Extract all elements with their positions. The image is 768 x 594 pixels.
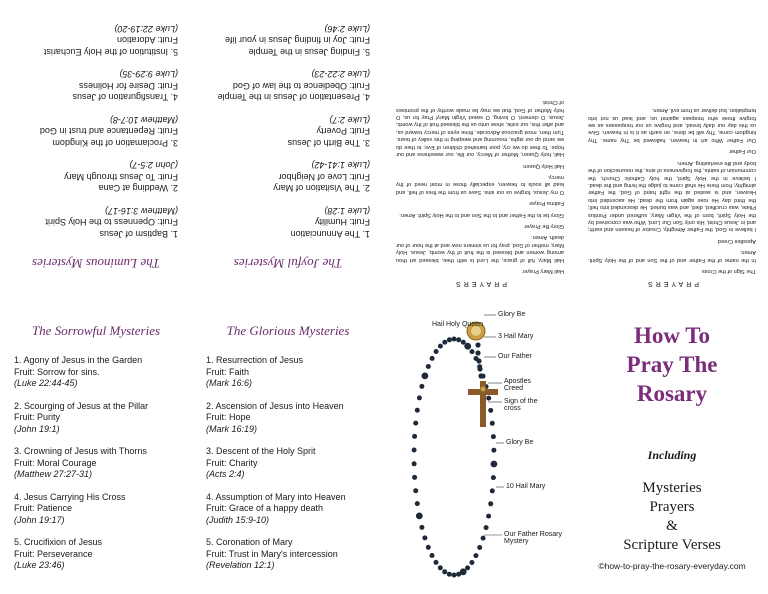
- loop-bead: [422, 535, 427, 540]
- prayer-paragraph: Glory be to the Father and to the Son and to the Holy Spirit. Amen.: [399, 211, 564, 218]
- prayers-panel-2: [384, 0, 576, 297]
- loop-bead: [422, 373, 429, 380]
- topic-line: &: [666, 518, 678, 534]
- mystery-item: [10, 68, 178, 103]
- loop-bead: [438, 565, 443, 570]
- scripture-ref: (Revelation 12:1): [206, 560, 275, 570]
- mystery-fruit: Fruit: Hope: [206, 412, 251, 422]
- label-our-father: Our Father: [498, 353, 532, 360]
- mystery-title: 1. The Annunciation: [290, 229, 370, 239]
- mystery-item: [206, 492, 374, 527]
- joyful-list: [192, 23, 384, 240]
- loop-bead: [491, 461, 498, 468]
- mystery-item: [206, 537, 374, 572]
- loop-bead: [412, 461, 417, 466]
- loop-bead: [456, 572, 461, 577]
- title-line: Rosary: [636, 381, 708, 406]
- prayer-paragraph: Hail Holy Queen: [523, 162, 564, 169]
- loop-bead: [412, 448, 417, 453]
- loop-bead: [426, 364, 431, 369]
- mystery-title: 3. Descent of the Holy Sprit: [206, 446, 316, 456]
- mystery-item: [202, 114, 370, 149]
- mystery-title: 2. Scourging of Jesus at the Pillar: [14, 400, 149, 411]
- cover-title: [576, 321, 768, 408]
- label-10-hail-mary: 10 Hail Mary: [506, 483, 546, 490]
- mystery-item: [206, 446, 374, 481]
- loop-bead: [434, 560, 439, 565]
- prayer-paragraph: Hail, holy Queen, Mother of Mercy, our life, our sweetness and our hope. To thee do we cry, poor banished children of Eve; to thee do we send up our sighs, mourning and weeping in this valley of tears. Turn then, most gracious Advocate, thine eyes of mercy toward us, and after this, our exile, show unto us the blessed fruit of thy womb, Jesus. O clement, O loving, O sweet Virgin Mary! Pray for us, O holy Mother of God, that we may be made worthy of the promises of Christ.: [396, 99, 564, 158]
- mystery-title: 4. Transfiguration of Jesus: [72, 92, 178, 103]
- label-sign-of-cross: Sign of the cross: [504, 398, 538, 412]
- prayer-paragraph: I believe in God, the Father Almighty, Creator of heaven and earth; and in Jesus Christ, His only Son Our Lord, Who was conceived by the Holy Spirit, born of the Virgin Mary, suffered under Pontius Pilate, was crucified, died, and was buried. He descended into hell; the third day He rose again from the dead; He ascended into Heaven, and is seated at the right hand of God, the Father almighty; from there He shall come to judge the living and the dead. I believe in the Holy Spirit, the holy Catholic Church, the communion of saints, the forgiveness of sins, the resurrection of the body and life everlasting. Amen.: [588, 159, 756, 233]
- topic-line: Scripture Verses: [623, 537, 721, 553]
- mystery-item: [10, 23, 178, 58]
- mystery-item: [14, 401, 182, 436]
- mystery-fruit: Fruit: To Jesus through Mary: [64, 172, 178, 182]
- loop-bead: [426, 545, 431, 550]
- mystery-fruit: Fruit: Purity: [14, 412, 61, 422]
- topic-line: Prayers: [649, 499, 695, 515]
- rosary-diagram: [384, 297, 576, 594]
- loop-bead: [419, 384, 424, 389]
- scripture-ref: (Luke 1:28): [324, 206, 370, 216]
- mystery-item: [202, 205, 370, 240]
- loop-bead: [491, 448, 496, 453]
- prayer-paragraph: Apostles Creed: [717, 237, 756, 244]
- loop-bead: [474, 356, 479, 361]
- loop-bead: [416, 513, 423, 520]
- scripture-ref: (Luke 22:44-45): [14, 378, 78, 388]
- luminous-list: [0, 23, 192, 240]
- loop-bead: [413, 488, 418, 493]
- scripture-ref: (John 2:5-7): [129, 160, 178, 171]
- mystery-title: 3. The Birth of Jesus: [287, 138, 370, 148]
- mystery-fruit: Fruit: Sorrow for sins.: [14, 366, 100, 377]
- mystery-fruit: Fruit: Patience: [14, 503, 73, 513]
- loop-bead: [447, 337, 452, 342]
- prayer-paragraph: Our Father: [728, 148, 756, 155]
- mystery-fruit: Fruit: Faith: [206, 366, 250, 377]
- loop-bead: [419, 525, 424, 530]
- mystery-title: 5. Coronation of Mary: [206, 537, 293, 547]
- mystery-item: [202, 68, 370, 103]
- scripture-ref: (Luke 2:7): [329, 115, 370, 125]
- loop-bead: [434, 349, 439, 354]
- loop-bead: [415, 501, 420, 506]
- prayers-panel-1: [576, 0, 768, 297]
- mystery-item: [202, 23, 370, 58]
- scripture-ref: (John 19:17): [14, 514, 65, 525]
- scripture-ref: (Luke 9:29-35): [119, 69, 178, 80]
- mystery-title: 2. Ascension of Jesus into Heaven: [206, 400, 344, 411]
- mystery-fruit: Fruit: Obedience to the law of God: [232, 81, 370, 91]
- label-glory-be: Glory Be: [498, 311, 526, 318]
- mystery-item: [14, 492, 182, 527]
- label-our-father-mystery: Our Father Rosary Mystery: [504, 531, 562, 545]
- mystery-title: 4. Jesus Carrying His Cross: [14, 491, 126, 502]
- loop-bead: [488, 501, 493, 506]
- loop-bead: [473, 553, 478, 558]
- mystery-item: [202, 159, 370, 194]
- crucifix-icon: [468, 381, 498, 427]
- loop-bead: [484, 525, 489, 530]
- scripture-ref: (Matthew 10:7-8): [109, 115, 178, 125]
- cover-topics: [576, 479, 768, 555]
- scripture-ref: (Acts 2:4): [206, 469, 245, 479]
- cover-panel: [576, 297, 768, 594]
- loop-bead: [412, 475, 417, 480]
- prayers-text: [384, 98, 576, 280]
- scripture-ref: (Mark 16:19): [206, 423, 258, 434]
- rosary-beads: [412, 337, 498, 578]
- loop-bead: [430, 356, 435, 361]
- joyful-heading: The Joyful Mysteries: [233, 256, 343, 271]
- loop-bead: [413, 421, 418, 426]
- mystery-title: 4. Presentation of Jesus in the Temple: [217, 92, 370, 103]
- mystery-fruit: Fruit: Grace of a happy death: [206, 503, 324, 513]
- loop-bead: [470, 349, 475, 354]
- loop-bead: [486, 396, 491, 401]
- prayer-paragraph: Our Father Who art in heaven, hallowed be Thy name. Thy kingdom come, Thy will be done, on earth as it is in heaven. Give us this day our daily bread, and forgive us our trespasses as we forgive those who trespass against us; and lead us not into temptation, but deliver us from evil. Amen.: [588, 107, 756, 143]
- loop-bead: [477, 364, 482, 369]
- mystery-item: [14, 355, 182, 390]
- scripture-ref: (Luke 2:46): [324, 24, 370, 34]
- prayers-heading: PRAYERS: [645, 280, 699, 287]
- loop-bead: [452, 573, 457, 578]
- mystery-fruit: Fruit: Desire for Holiness: [78, 81, 178, 91]
- loop-bead: [438, 344, 443, 349]
- pendant-bead: [475, 342, 480, 347]
- mystery-fruit: Fruit: Perseverance: [14, 548, 93, 559]
- mystery-item: [206, 355, 374, 390]
- glorious-panel: [192, 297, 384, 594]
- mystery-item: [14, 446, 182, 481]
- scripture-ref: (Luke 23:46): [14, 560, 65, 570]
- pendant-bead: [475, 350, 480, 355]
- mystery-item: [10, 205, 178, 240]
- loop-bead: [481, 374, 486, 379]
- loop-bead: [417, 395, 422, 400]
- scripture-ref: (Judith 15:9-10): [206, 514, 270, 525]
- loop-bead: [491, 434, 496, 439]
- prayer-paragraph: Fatima Prayer: [528, 200, 564, 207]
- loop-bead: [442, 569, 447, 574]
- loop-bead: [490, 421, 495, 426]
- luminous-heading: The Luminous Mysteries: [32, 256, 160, 271]
- loop-bead: [469, 560, 474, 565]
- mystery-fruit: Fruit: Openness to the Holy Spirit: [45, 217, 178, 228]
- loop-bead: [465, 565, 470, 570]
- mystery-title: 5. Crucifixion of Jesus: [14, 537, 103, 547]
- mystery-fruit: Fruit: Poverty: [316, 126, 370, 137]
- loop-bead: [488, 408, 493, 413]
- mystery-title: 5. Finding Jesus in the Temple: [248, 47, 370, 57]
- website-credit: ©how-to-pray-the-rosary-everyday.com: [598, 561, 746, 571]
- mystery-item: [10, 114, 178, 149]
- mystery-fruit: Fruit: Trust in Mary's intercession: [206, 548, 338, 559]
- scripture-ref: (Mark 16:6): [206, 378, 253, 388]
- mystery-title: 3. Proclamation of the Kingdom: [52, 138, 178, 148]
- loop-bead: [490, 488, 495, 493]
- loop-bead: [456, 337, 461, 342]
- loop-bead: [412, 434, 417, 439]
- loop-bead: [477, 545, 482, 550]
- prayers-heading: PRAYERS: [453, 280, 507, 287]
- mystery-title: 1. Resurrection of Jesus: [206, 355, 304, 365]
- loop-bead: [486, 514, 491, 519]
- sorrowful-list: [0, 355, 192, 572]
- mystery-fruit: Fruit: Adoration: [116, 35, 178, 46]
- mystery-fruit: Fruit: Charity: [206, 457, 258, 468]
- mystery-fruit: Fruit: Moral Courage: [14, 457, 97, 468]
- mystery-item: [10, 159, 178, 194]
- mystery-title: 1. Agony of Jesus in the Garden: [14, 355, 143, 365]
- mystery-fruit: Fruit: Humility: [314, 217, 370, 228]
- label-3-hail-mary: 3 Hail Mary: [498, 333, 534, 340]
- loop-bead: [461, 340, 466, 345]
- title-line: Pray The: [626, 352, 718, 377]
- loop-bead: [464, 343, 471, 350]
- scripture-ref: (Luke 22:19-20): [114, 24, 178, 34]
- mystery-fruit: Fruit: Repentance and trust in God: [39, 126, 178, 137]
- loop-bead: [415, 408, 420, 413]
- rosary-illustration: [384, 297, 576, 594]
- prayer-paragraph: O my Jesus, forgive us our sins. Save us from the fires of hell, and lead all souls to heaven, especially those in most need of thy mercy.: [396, 173, 564, 195]
- mystery-title: 2. The Visitation of Mary: [273, 183, 370, 194]
- mystery-title: 5. Institution of the Holy Eucharist: [43, 47, 178, 57]
- scripture-ref: (Matthew 3:16-17): [104, 206, 178, 216]
- sorrowful-heading: The Sorrowful Mysteries: [31, 323, 161, 338]
- title-line: How To: [633, 323, 711, 348]
- scripture-ref: (John 19:1): [14, 423, 60, 434]
- luminous-panel: [0, 0, 192, 297]
- mystery-title: 1. Baptism of Jesus: [99, 229, 178, 239]
- mystery-title: 4. Assumption of Mary into Heaven: [206, 491, 346, 502]
- loop-bead: [452, 337, 457, 342]
- mystery-fruit: Fruit: Joy in finding Jesus in your life: [224, 35, 370, 46]
- mystery-fruit: Fruit: Love of Neighbor: [278, 172, 370, 182]
- joyful-panel: [192, 0, 384, 297]
- loop-bead: [442, 340, 447, 345]
- mystery-title: 2. Wedding at Cana: [98, 183, 178, 194]
- loop-bead: [430, 553, 435, 558]
- loop-bead: [481, 536, 486, 541]
- scripture-ref: (Luke 2:22-23): [311, 69, 370, 80]
- label-apostles-creed: Apostles Creed: [504, 378, 531, 392]
- glorious-heading: The Glorious Mysteries: [226, 323, 350, 338]
- mystery-item: [14, 537, 182, 572]
- scripture-ref: (Luke 1:41-42): [311, 160, 370, 171]
- label-glory-be-mid: Glory Be: [506, 439, 534, 446]
- loop-bead: [491, 475, 496, 480]
- loop-bead: [447, 572, 452, 577]
- glorious-list: [192, 355, 384, 572]
- prayer-paragraph: Glory Be Prayer: [524, 222, 564, 229]
- label-hail-holy-queen: Hail Holy Queen: [432, 321, 483, 328]
- prayers-text: [576, 106, 768, 280]
- mystery-item: [206, 401, 374, 436]
- prayer-paragraph: Hail Mary, full of grace, the Lord is with thee, blessed art thou among women and blessed is the fruit of thy womb, Jesus. Holy Mary, mother of God, pray for us sinners now and at the hour of our death. Amen.: [396, 234, 564, 263]
- prayer-paragraph: In the name of the Father and of the Son and of the Holy Spirit. Amen.: [588, 249, 756, 263]
- topic-line: Mysteries: [642, 480, 702, 496]
- prayer-paragraph: The Sign of the Cross: [701, 268, 756, 274]
- including-label: Including: [647, 448, 697, 462]
- mystery-title: 3. Crowning of Jesus with Thorns: [14, 446, 147, 456]
- prayer-paragraph: Hail Mary Prayer: [522, 268, 564, 274]
- sorrowful-panel: [0, 297, 192, 594]
- scripture-ref: (Matthew 27:27-31): [14, 469, 93, 479]
